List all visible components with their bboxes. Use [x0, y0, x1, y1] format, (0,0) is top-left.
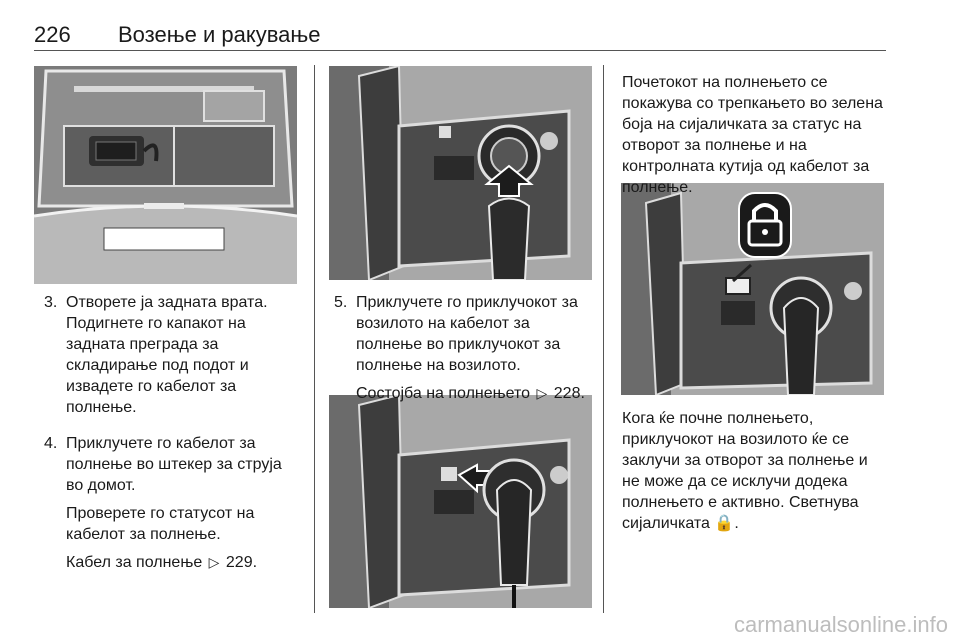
watermark: carmanualsonline.info	[733, 612, 948, 637]
charging-port-insert-illustration	[329, 66, 592, 280]
page-number: 226	[34, 22, 71, 47]
cross-reference-text: Состојба на полнењето	[356, 385, 531, 402]
step-4	[44, 433, 302, 580]
step-number: 5.	[334, 294, 348, 311]
cross-reference[interactable]	[356, 383, 592, 404]
step-text: Приклучете го кабелот за полнење во штекер за струја во домот.	[66, 435, 282, 494]
step-number: 3.	[44, 294, 58, 311]
cross-reference-page: 229.	[225, 554, 258, 571]
page-reference-arrow-icon: ▷	[536, 385, 548, 401]
column-1-text	[44, 292, 302, 588]
padlock-icon: 🔒	[714, 515, 735, 532]
step-text: Отворете ја задната врата. Подигнете го капакот на задната преграда за складирање под подот и извадете го кабелот за полнење.	[66, 294, 268, 416]
step-note: Проверете го статусот на кабелот за полнење.	[66, 505, 255, 543]
step-3	[44, 292, 302, 425]
step-number: 4.	[44, 435, 58, 452]
header-rule	[34, 50, 886, 51]
cross-reference-text: Кабел за полнење	[66, 554, 203, 571]
paragraph: Почетокот на полнењето се покажува со трепкањето во зелена боја на сијаличката за статус на отворот за полнење и на контролната кутија од кабелот за полнење.	[622, 74, 883, 196]
column-divider	[603, 65, 604, 613]
step-text: Приклучете го приклучокот за возилото на кабелот за полнење во приклучокот за полнење на возилото.	[356, 294, 578, 374]
column-2-text	[334, 292, 592, 419]
charging-connector-plugged-illustration	[329, 395, 592, 608]
column-3-body	[622, 408, 884, 541]
page-reference-arrow-icon: ▷	[208, 554, 220, 570]
locked-connector-illustration	[621, 183, 884, 395]
page-header	[34, 20, 886, 52]
step-5	[334, 292, 592, 411]
column-3-intro	[622, 72, 884, 205]
paragraph: Кога ќе почне полнењето, приклучокот на возилото ќе се заклучи за отворот за полнење и не може да се исклучи додека полнењето е активно. Светнува сијаличката 🔒.	[622, 410, 868, 532]
column-divider	[314, 65, 315, 613]
chapter-title: Возење и ракување	[118, 22, 321, 47]
cross-reference-page: 228.	[553, 385, 585, 402]
paragraph-text: Кога ќе почне полнењето, приклучокот на возилото ќе се заклучи за отворот за полнење и не може да се исклучи додека полнењето е активно. Светнува сијаличката	[622, 410, 868, 532]
cross-reference[interactable]	[66, 552, 302, 573]
trunk-cable-illustration	[34, 66, 297, 284]
